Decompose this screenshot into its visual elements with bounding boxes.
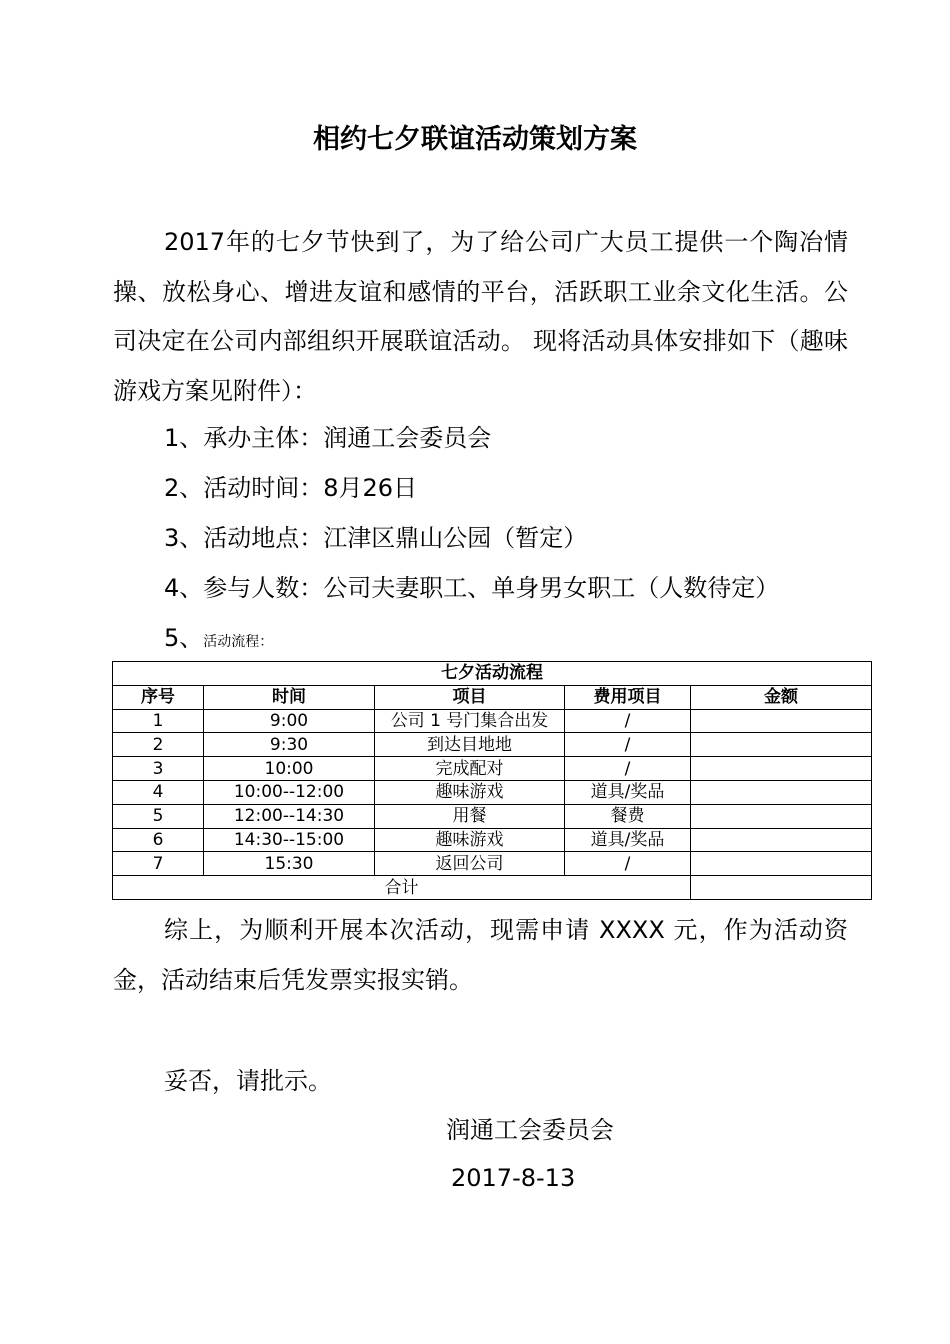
cell-amount	[691, 828, 872, 852]
cell-index: 5	[113, 804, 204, 828]
document-title: 相约七夕联谊活动策划方案	[313, 124, 637, 155]
cell-cost-item: /	[565, 709, 691, 733]
item-process-prefix: 5、	[164, 624, 204, 652]
signature: 润通工会委员会	[446, 1116, 614, 1144]
cell-item: 完成配对	[375, 757, 565, 781]
cell-time: 9:30	[204, 733, 375, 757]
table-row	[113, 709, 872, 733]
cell-time: 15:30	[204, 852, 375, 876]
header-index: 序号	[113, 685, 204, 709]
cell-amount	[691, 709, 872, 733]
cell-amount	[691, 757, 872, 781]
table-row	[113, 780, 872, 804]
table-row	[113, 804, 872, 828]
cell-time: 14:30--15:00	[204, 828, 375, 852]
header-cost-item: 费用项目	[565, 685, 691, 709]
cell-cost-item: /	[565, 852, 691, 876]
table-header-row	[113, 685, 872, 709]
cell-cost-item: 道具/奖品	[565, 780, 691, 804]
header-item: 项目	[375, 685, 565, 709]
cell-time: 10:00--12:00	[204, 780, 375, 804]
cell-amount	[691, 852, 872, 876]
cell-cost-item: 餐费	[565, 804, 691, 828]
cell-time: 12:00--14:30	[204, 804, 375, 828]
cell-cost-item: /	[565, 733, 691, 757]
closing-request: 妥否，请批示。	[164, 1067, 332, 1095]
cell-item: 返回公司	[375, 852, 565, 876]
document-date: 2017-8-13	[451, 1164, 576, 1192]
cell-index: 7	[113, 852, 204, 876]
cell-index: 3	[113, 757, 204, 781]
cell-item: 到达目地地	[375, 733, 565, 757]
table-row	[113, 733, 872, 757]
cell-time: 10:00	[204, 757, 375, 781]
cell-item: 趣味游戏	[375, 780, 565, 804]
cell-index: 6	[113, 828, 204, 852]
cell-amount	[691, 804, 872, 828]
cell-item: 趣味游戏	[375, 828, 565, 852]
table-caption: 七夕活动流程	[113, 662, 872, 686]
cell-time: 9:00	[204, 709, 375, 733]
table-row	[113, 757, 872, 781]
total-value	[691, 876, 872, 900]
header-amount: 金额	[691, 685, 872, 709]
cell-cost-item: /	[565, 757, 691, 781]
item-location: 3、活动地点：江津区鼎山公园（暂定）	[164, 524, 588, 552]
item-process-label: 活动流程：	[203, 634, 274, 650]
table-row	[113, 852, 872, 876]
cell-index: 2	[113, 733, 204, 757]
cell-index: 1	[113, 709, 204, 733]
header-time: 时间	[204, 685, 375, 709]
cell-index: 4	[113, 780, 204, 804]
item-process	[164, 618, 273, 662]
cell-item: 用餐	[375, 804, 565, 828]
activity-schedule-table	[112, 661, 872, 900]
item-time: 2、活动时间：8月26日	[164, 474, 418, 502]
cell-cost-item: 道具/奖品	[565, 828, 691, 852]
table-row	[113, 828, 872, 852]
intro-paragraph: 2017年的七夕节快到了，为了给公司广大员工提供一个陶冶情操、放松身心、增进友谊和感情的平台，活跃职工业余文化生活。公司决定在公司内部组织开展联谊活动。 现将活动具体安排如下（趣味游戏方案见附件）：	[113, 228, 848, 405]
item-participants: 4、参与人数：公司夫妻职工、单身男女职工（人数待定）	[164, 574, 780, 602]
conclusion-paragraph: 综上，为顺利开展本次活动，现需申请 XXXX 元，作为活动资金，活动结束后凭发票实报实销。	[113, 916, 848, 994]
cell-amount	[691, 733, 872, 757]
total-label: 合计	[113, 876, 691, 900]
table-total-row	[113, 876, 872, 900]
cell-amount	[691, 780, 872, 804]
cell-item: 公司 1 号门集合出发	[375, 709, 565, 733]
item-organizer: 1、承办主体：润通工会委员会	[164, 424, 492, 452]
